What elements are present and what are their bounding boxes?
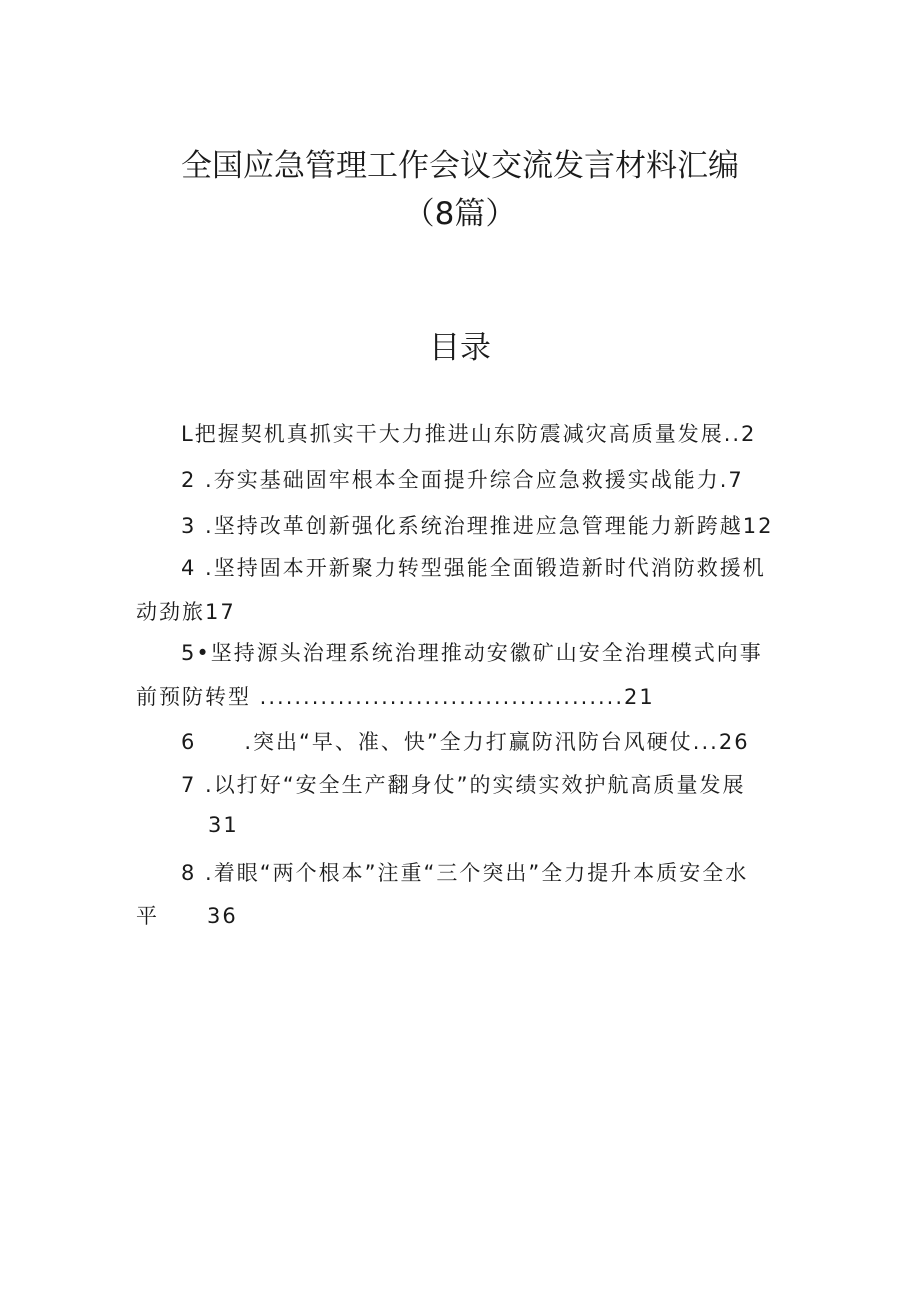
toc-item-8-line1[interactable]: 8 .着眼“两个根本”注重“三个突出”全力提升本质安全水	[181, 861, 749, 885]
toc-item-6-number: 6	[181, 730, 197, 754]
toc-item-6-text: .突出“早、准、快”全力打赢防汛防台风硬仗...26	[244, 730, 750, 754]
toc-item-3[interactable]: 3 .坚持改革创新强化系统治理推进应急管理能力新跨越12	[181, 514, 774, 538]
document-title: 全国应急管理工作会议交流发言材料汇编	[181, 148, 739, 184]
toc-item-5-line2[interactable]: 前预防转型 ..........................................21	[136, 685, 655, 709]
toc-item-8-tail: 平	[136, 904, 159, 928]
toc-item-8-line2[interactable]	[136, 900, 796, 930]
toc-item-4-line2[interactable]: 动劲旅17	[136, 600, 236, 624]
toc-item-7-line2[interactable]: 31	[208, 813, 239, 837]
toc-item-8-page: 36	[207, 904, 238, 928]
document-subtitle-count: （8篇）	[403, 196, 517, 232]
toc-item-1[interactable]: L把握契机真抓实干大力推进山东防震减灾高质量发展..2	[181, 422, 757, 446]
toc-item-5-line1[interactable]: 5•坚持源头治理系统治理推动安徽矿山安全治理模式向事	[181, 641, 763, 665]
toc-item-4-line1[interactable]: 4 .坚持固本开新聚力转型强能全面锻造新时代消防救援机	[181, 556, 766, 580]
toc-heading: 目录	[429, 330, 491, 366]
toc-item-2[interactable]: 2 .夯实基础固牢根本全面提升综合应急救援实战能力.7	[181, 468, 744, 492]
toc-item-7-line1[interactable]: 7 .以打好“安全生产翻身仗”的实绩实效护航高质量发展	[181, 773, 746, 797]
toc-item-6[interactable]	[181, 726, 841, 756]
